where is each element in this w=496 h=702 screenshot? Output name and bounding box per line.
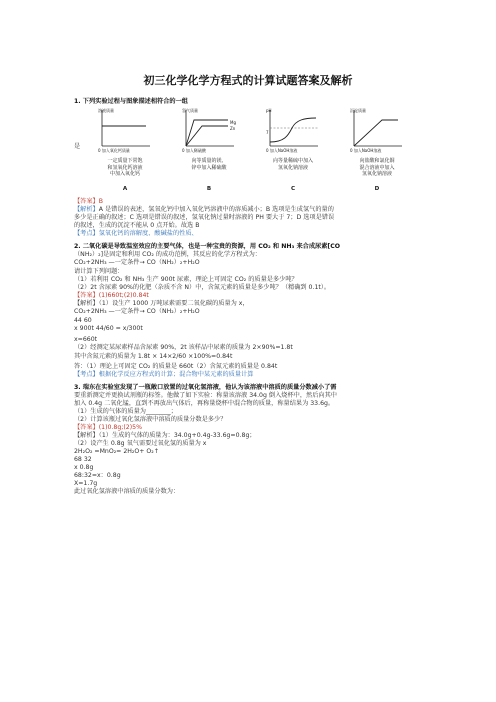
q1-answer: 【答案】B (74, 198, 103, 205)
q2-stem-line: 请计算下列问题： (74, 268, 124, 275)
q3-analysis-line: （2）设产生 0.8g 氧气需要过氧化氢的质量为 x (74, 440, 207, 447)
q2-stem-line: （2）2t 含尿素 90%的化肥（杂质不含 N）中，含氮元素的质量是多少吨？（精确到 0.1t）。 (74, 284, 331, 291)
figure-d-caption: 向盐酸和氯化铜 混合溶液中加入 氢氧化钠溶液 (359, 158, 395, 178)
q2-analysis-line: 其中含氮元素的质量为 1.8t × 14×2/60 ×100%=0.84t (74, 353, 233, 360)
q3-stem-line: （2）计算该瓶过氧化氢溶液中溶质的质量分数是多少？ (74, 416, 227, 423)
figure-a-ylabel: 溶液质量 (98, 108, 114, 113)
q2-analysis-line: 【解析】（1）设生产 1000 万吨尿素需要二氧化碳的质量为 x， (74, 300, 249, 307)
q1-shi: 是 (74, 143, 81, 150)
q3-analysis-line: 68 32 (74, 456, 92, 463)
q1-analysis-line: 【解析】A 是错误的表述，氢氧化钙中加入氧化钙溶液中的溶质减小；B 选项是生成氢气的量的 (74, 206, 334, 213)
q3-analysis-line: X=1.7g (74, 480, 98, 487)
figure-c-ylabel: pH (266, 108, 272, 113)
figure-a-label: A (122, 186, 128, 192)
q3-stem-line: 要重新测定并更换试剂瓶的标签。他做了如下实验：称量该溶液 34.0g 倒入烧杯中，然后向其中 (74, 392, 337, 399)
q2-stem-line: （1）若利用 CO₂ 和 NH₃ 生产 900t 尿素，理论上可固定 CO₂ 的质量是多少吨？ (74, 276, 298, 283)
figure-c (258, 106, 328, 194)
q1-analysis-line: 的叙述，生成的沉淀不能从 0 点开始。故选 B (74, 222, 200, 229)
q2-analysis-line: 答：（1）理论上可固定 CO₂ 的质量是 660t（2）含氮元素的质量是 0.84t (74, 363, 278, 370)
figure-a-caption: 一定质量下常饱 和氢氧化钙溶液 中加入氧化钙 (107, 158, 143, 178)
q2-analysis-line: x=660t (74, 336, 98, 343)
figure-c-caption: 向等量稀硫中加入 氢氧化钠溶液 (272, 158, 313, 171)
figure-a-xlabel: 0 加入氧化钙质量 (98, 148, 130, 153)
q1-point: 【考点】氢氧化钙的溶解度、酸碱盐的性质、 (74, 230, 198, 237)
q3-stem-line: 加入 0.4g 二氧化锰，直到不再放出气体后，再称量烧杯中混合物的质量，称量结果为 33.6g。 (74, 400, 335, 407)
page-title: 初三化学化学方程式的计算试题答案及解析 (143, 74, 353, 87)
figure-b-legend-zn: Zn (230, 126, 236, 131)
q1-stem: 1. 下列实验过程与图象描述相符合的一组 (74, 98, 188, 105)
q3-analysis-line: 【解析】（1）生成的气体的质量为：34.0g+0.4g-33.6g=0.8g； (74, 432, 256, 439)
figure-c-graph (264, 106, 322, 154)
q1-analysis-line: 多少是正确的叙述；C 选项是错误的叙述，氢氧化钠过量时溶液的 PH 要大于 7；D 选项是错误 (74, 214, 335, 221)
q2-equation: CO₂+2NH₃ —一定条件→ CO（NH₂）₂+H₂O (74, 259, 200, 266)
q2-answer: 【答案】(1)660t;(2)0.84t (74, 292, 149, 299)
figure-d (342, 106, 412, 194)
q2-stem-line: 2. 二氧化碳是导致温室效应的主要气体，也是一种宝贵的资源，用 CO₂ 和 NH₃ 来合成尿素[CO (74, 243, 341, 250)
figure-b-legend-mg: Mg (230, 120, 236, 125)
figure-c-tick-7: 7 (266, 130, 269, 135)
figure-b-label: B (206, 186, 212, 192)
q3-stem-line: 3. 瑞东在实验室发现了一瓶敞口放置的过氧化氢溶液，他认为该溶液中溶质的质量分数减小了需 (74, 384, 337, 391)
figure-b (174, 106, 244, 194)
q2-analysis-line: CO₂+2NH₃ —一定条件→ CO（NH₂）₂+H₂O (74, 308, 200, 315)
q2-point: 【考点】根据化学反应方程式的计算；混合物中某元素的质量计算 (74, 371, 254, 378)
q2-analysis-line: 44 60 (74, 317, 92, 324)
q2-stem-line: （NH₂）₂]是固定和利用 CO₂ 的成功范例，其反应的化学方程式为： (74, 251, 261, 258)
figure-d-label: D (374, 186, 380, 192)
q2-analysis-line: （2）经测定某尿素样品含尿素 90%，2t 该样品中尿素的质量为 2×90%=1.8t (74, 344, 293, 351)
q3-stem-line: （1）生成的气体的质量为________； (74, 408, 177, 415)
q1-figures (90, 106, 420, 194)
q3-analysis-line: 此过氧化氢溶液中溶质的质量分数为： (74, 488, 180, 495)
q2-analysis-line: x 900t 44/60 = x/300t (74, 325, 143, 332)
figure-b-xlabel: 0 加入稀硫酸 (182, 148, 206, 153)
figure-b-caption: 向等质量的镁、 锌中加入稀硫酸 (191, 158, 227, 171)
figure-d-xlabel: 0 加入NaOH溶液 (350, 148, 382, 153)
figure-b-ylabel: 氢气质量 (182, 108, 198, 113)
figure-d-ylabel: 沉淀质量 (350, 108, 366, 113)
figure-c-label: C (290, 186, 296, 192)
q3-analysis-line: x 0.8g (74, 464, 94, 471)
q3-equation: 2H₂O₂ =MnO₂= 2H₂O+ O₂↑ (74, 448, 159, 455)
q3-answer: 【答案】(1)0.8g;(2)5% (74, 424, 142, 431)
q3-analysis-line: 68:32=x：0.8g (74, 472, 121, 479)
figure-a (90, 106, 160, 194)
figure-c-xlabel: 0 加入NaOH溶液 (266, 148, 298, 153)
